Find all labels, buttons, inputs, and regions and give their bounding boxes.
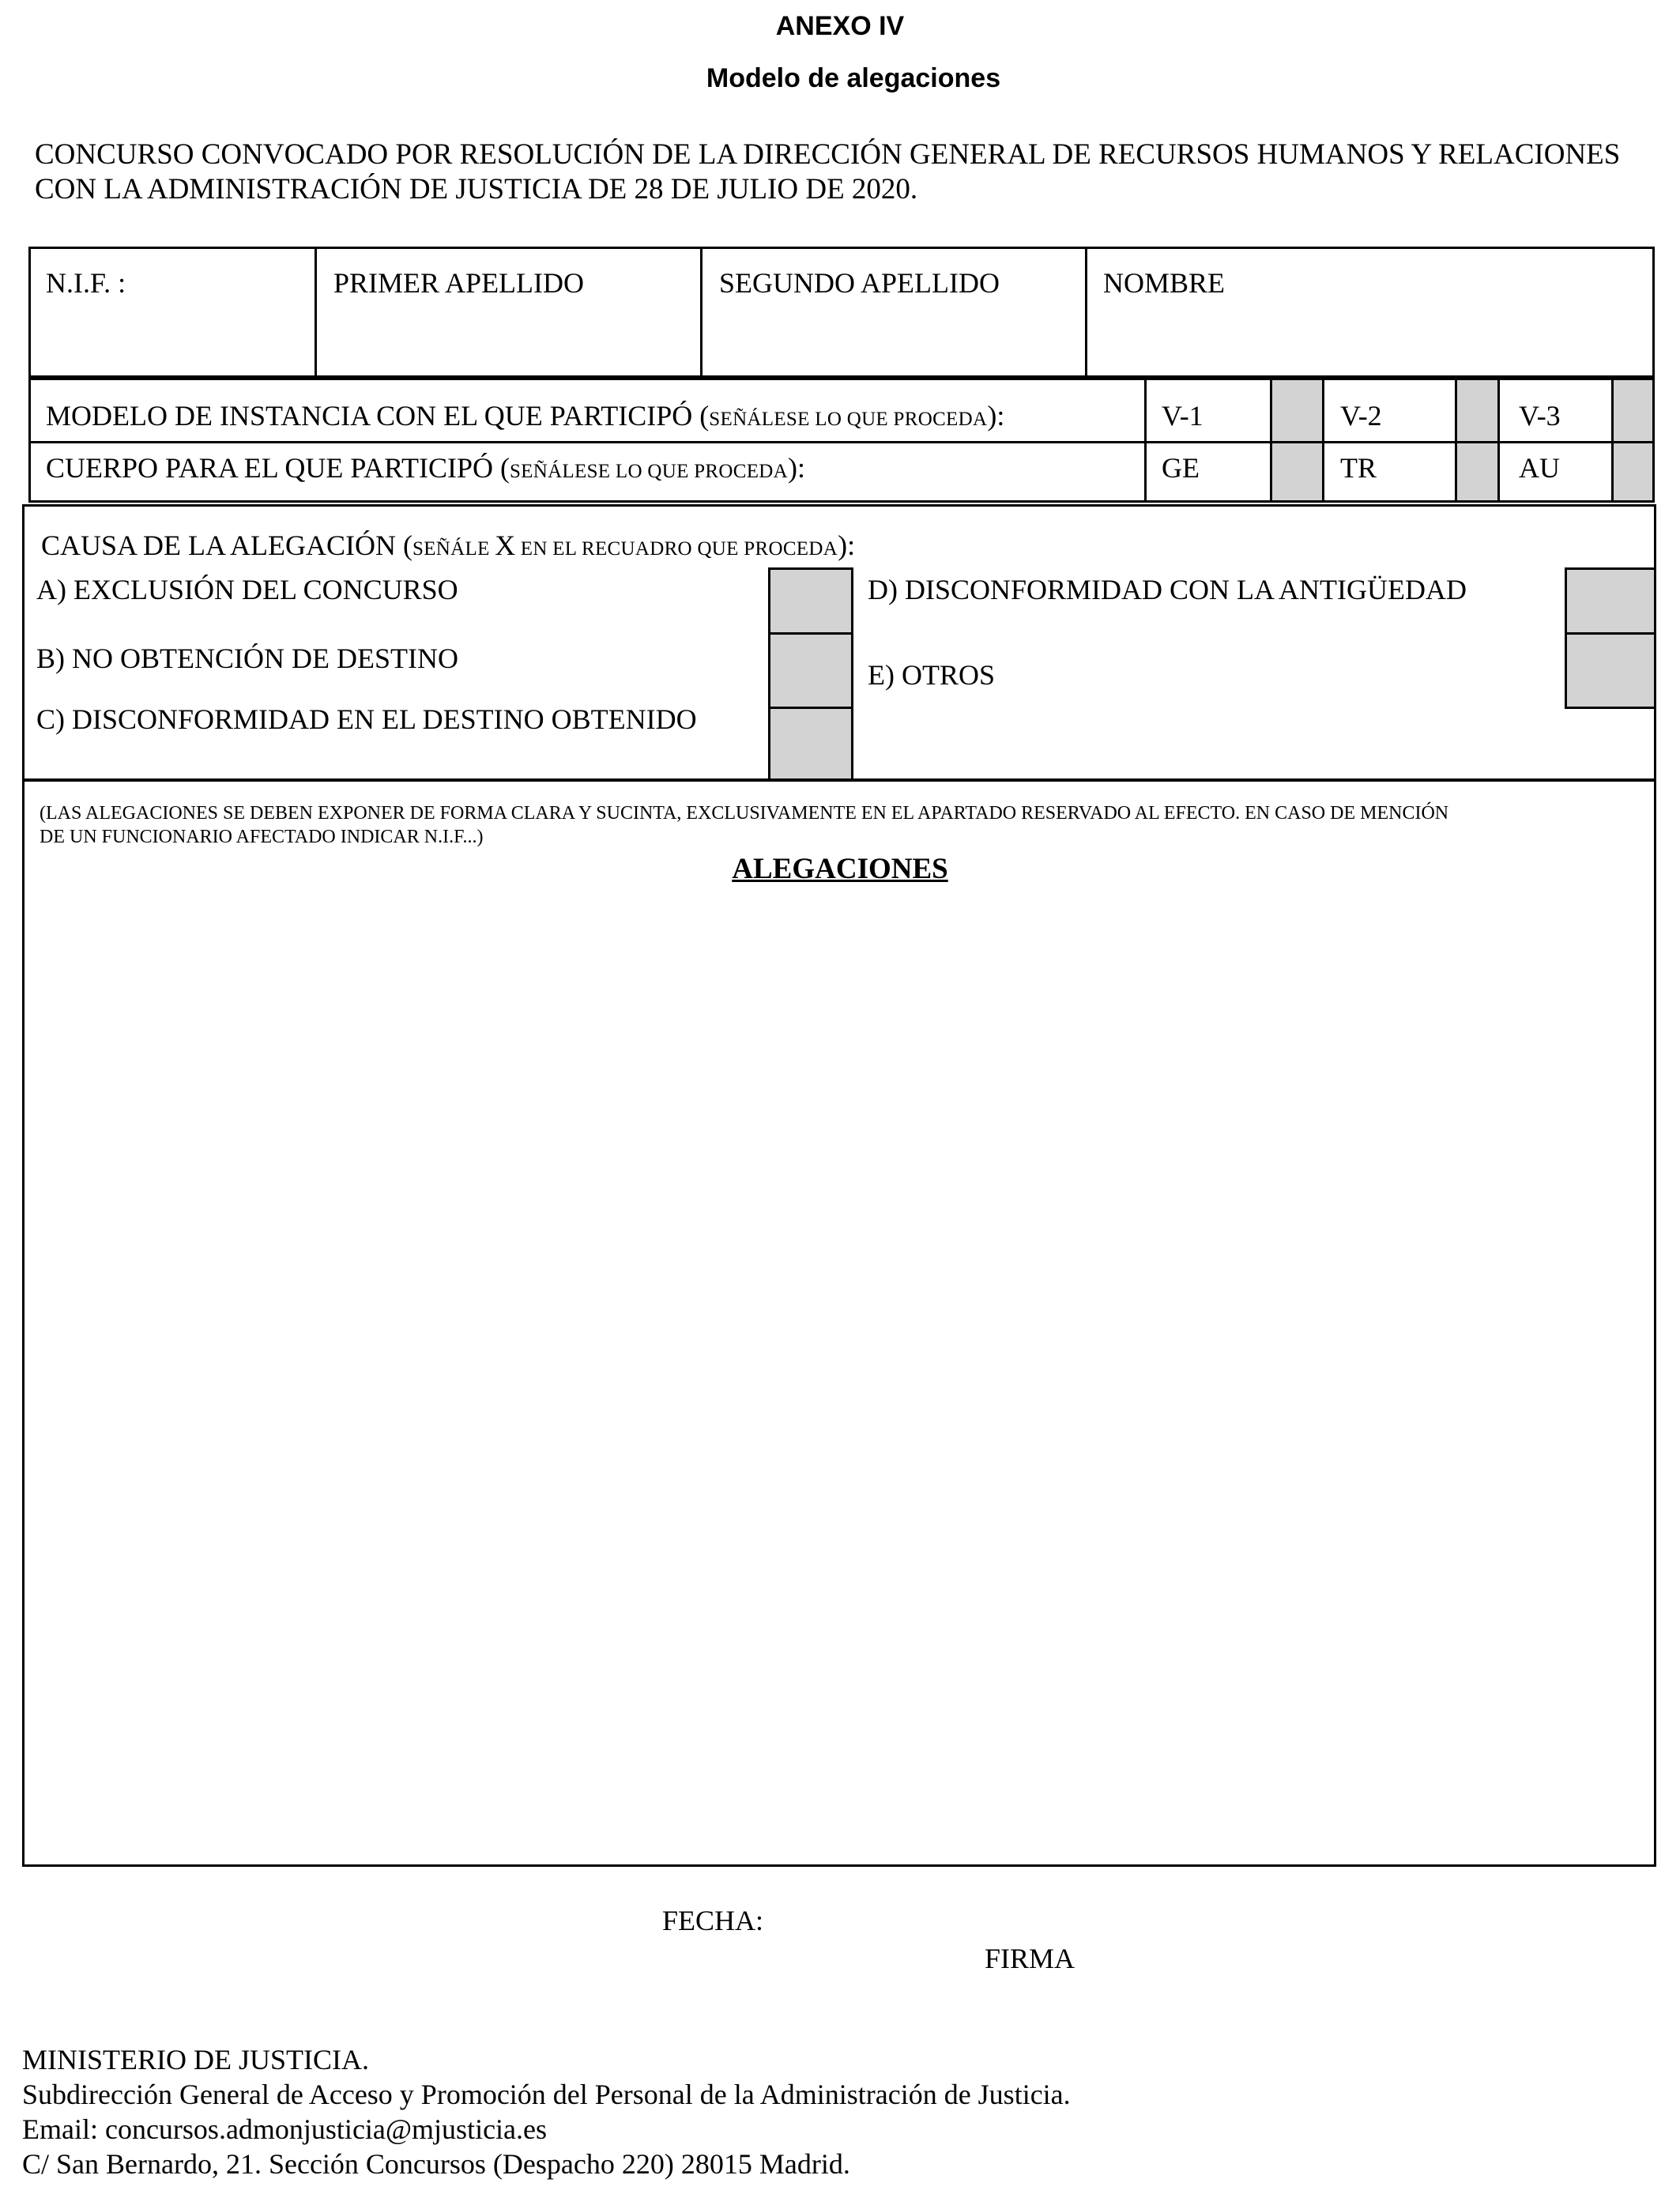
identity-divider [1085,247,1087,378]
cuerpo-label-text: CUERPO PARA EL QUE PARTICIPÓ ( [46,452,510,484]
firma-label: FIRMA [985,1943,1075,1974]
causa-title-close: ): [838,530,856,561]
alegaciones-note-2: DE UN FUNCIONARIO AFECTADO INDICAR N.I.F...) [40,827,484,847]
participation-divider [1144,378,1147,503]
causa-option-c: C) DISCONFORMIDAD EN EL DESTINO OBTENIDO [36,703,697,735]
causa-hint-b: EN EL RECUADRO QUE PROCEDA [515,538,838,560]
intro-line-2: CON LA ADMINISTRACIÓN DE JUSTICIA DE 28 DE JULIO DE 2020. [35,173,918,205]
participation-divider [1497,378,1500,503]
checkbox-causa-a[interactable] [768,567,853,635]
alegaciones-heading: ALEGACIONES [732,853,948,885]
identity-divider [700,247,703,378]
checkbox-tr[interactable] [1457,443,1497,500]
option-v3-label: V-3 [1519,400,1561,432]
modelo-hint: SEÑÁLESE LO QUE PROCEDA [709,409,988,430]
option-au-label: AU [1519,452,1560,484]
causa-hint-a: SEÑÁLE [412,538,495,560]
intro-line-1: CONCURSO CONVOCADO POR RESOLUCIÓN DE LA DIRECCIÓN GENERAL DE RECURSOS HUMANOS Y RELACIONES [35,138,1621,171]
checkbox-au[interactable] [1614,443,1652,500]
contact-address: C/ San Bernardo, 21. Sección Concursos (Despacho 220) 28015 Madrid. [22,2148,850,2180]
option-ge-label: GE [1162,452,1200,484]
primer-apellido-field[interactable]: PRIMER APELLIDO [333,267,585,299]
checkbox-causa-d[interactable] [1565,567,1656,635]
alegaciones-note-1: (LAS ALEGACIONES SE DEBEN EXPONER DE FORMA CLARA Y SUCINTA, EXCLUSIVAMENTE EN EL APARTADO RESERVADO AL EFECTO. EN CASO DE MENCIÓN [40,803,1449,824]
checkbox-v2[interactable] [1457,380,1497,441]
identity-divider [315,247,317,378]
causa-option-e: E) OTROS [868,659,995,691]
causa-option-b: B) NO OBTENCIÓN DE DESTINO [36,643,458,674]
checkbox-causa-e[interactable] [1565,632,1656,709]
segundo-apellido-field[interactable]: SEGUNDO APELLIDO [719,267,1000,299]
participation-divider [1322,378,1324,503]
causa-option-a: A) EXCLUSIÓN DEL CONCURSO [36,574,458,605]
option-tr-label: TR [1340,452,1377,484]
checkbox-v3[interactable] [1614,380,1652,441]
nif-field[interactable]: N.I.F. : [46,267,126,299]
cuerpo-label [46,454,805,486]
annex-title: ANEXO IV [775,11,905,41]
checkbox-causa-b[interactable] [768,632,853,709]
identity-table [28,247,1655,378]
cuerpo-close: ): [788,452,805,484]
fecha-label: FECHA: [662,1905,764,1936]
causa-option-d: D) DISCONFORMIDAD CON LA ANTIGÜEDAD [868,574,1467,605]
cuerpo-hint: SEÑÁLESE LO QUE PROCEDA [509,461,788,482]
causa-hint-x: X [495,530,516,561]
ministry-name: MINISTERIO DE JUSTICIA. [22,2044,369,2075]
nombre-field[interactable]: NOMBRE [1103,267,1226,299]
modelo-instancia-label [46,401,1004,434]
checkbox-ge[interactable] [1272,443,1322,500]
participation-row-divider [28,441,1655,443]
option-v1-label: V-1 [1162,400,1203,432]
causa-title-text: CAUSA DE LA ALEGACIÓN ( [41,530,413,561]
alegaciones-text-area[interactable] [32,893,1647,1857]
contact-email: Email: concursos.admonjusticia@mjusticia.es [22,2113,548,2145]
subdireccion-name: Subdirección General de Acceso y Promoción del Personal de la Administración de Justicia. [22,2079,1071,2110]
modelo-label-text: MODELO DE INSTANCIA CON EL QUE PARTICIPÓ ( [46,400,710,432]
causa-title [41,531,855,564]
form-subtitle: Modelo de alegaciones [706,63,1001,93]
option-v2-label: V-2 [1340,400,1382,432]
checkbox-v1[interactable] [1272,380,1322,441]
modelo-close: ): [987,400,1005,432]
checkbox-causa-c[interactable] [768,707,853,781]
